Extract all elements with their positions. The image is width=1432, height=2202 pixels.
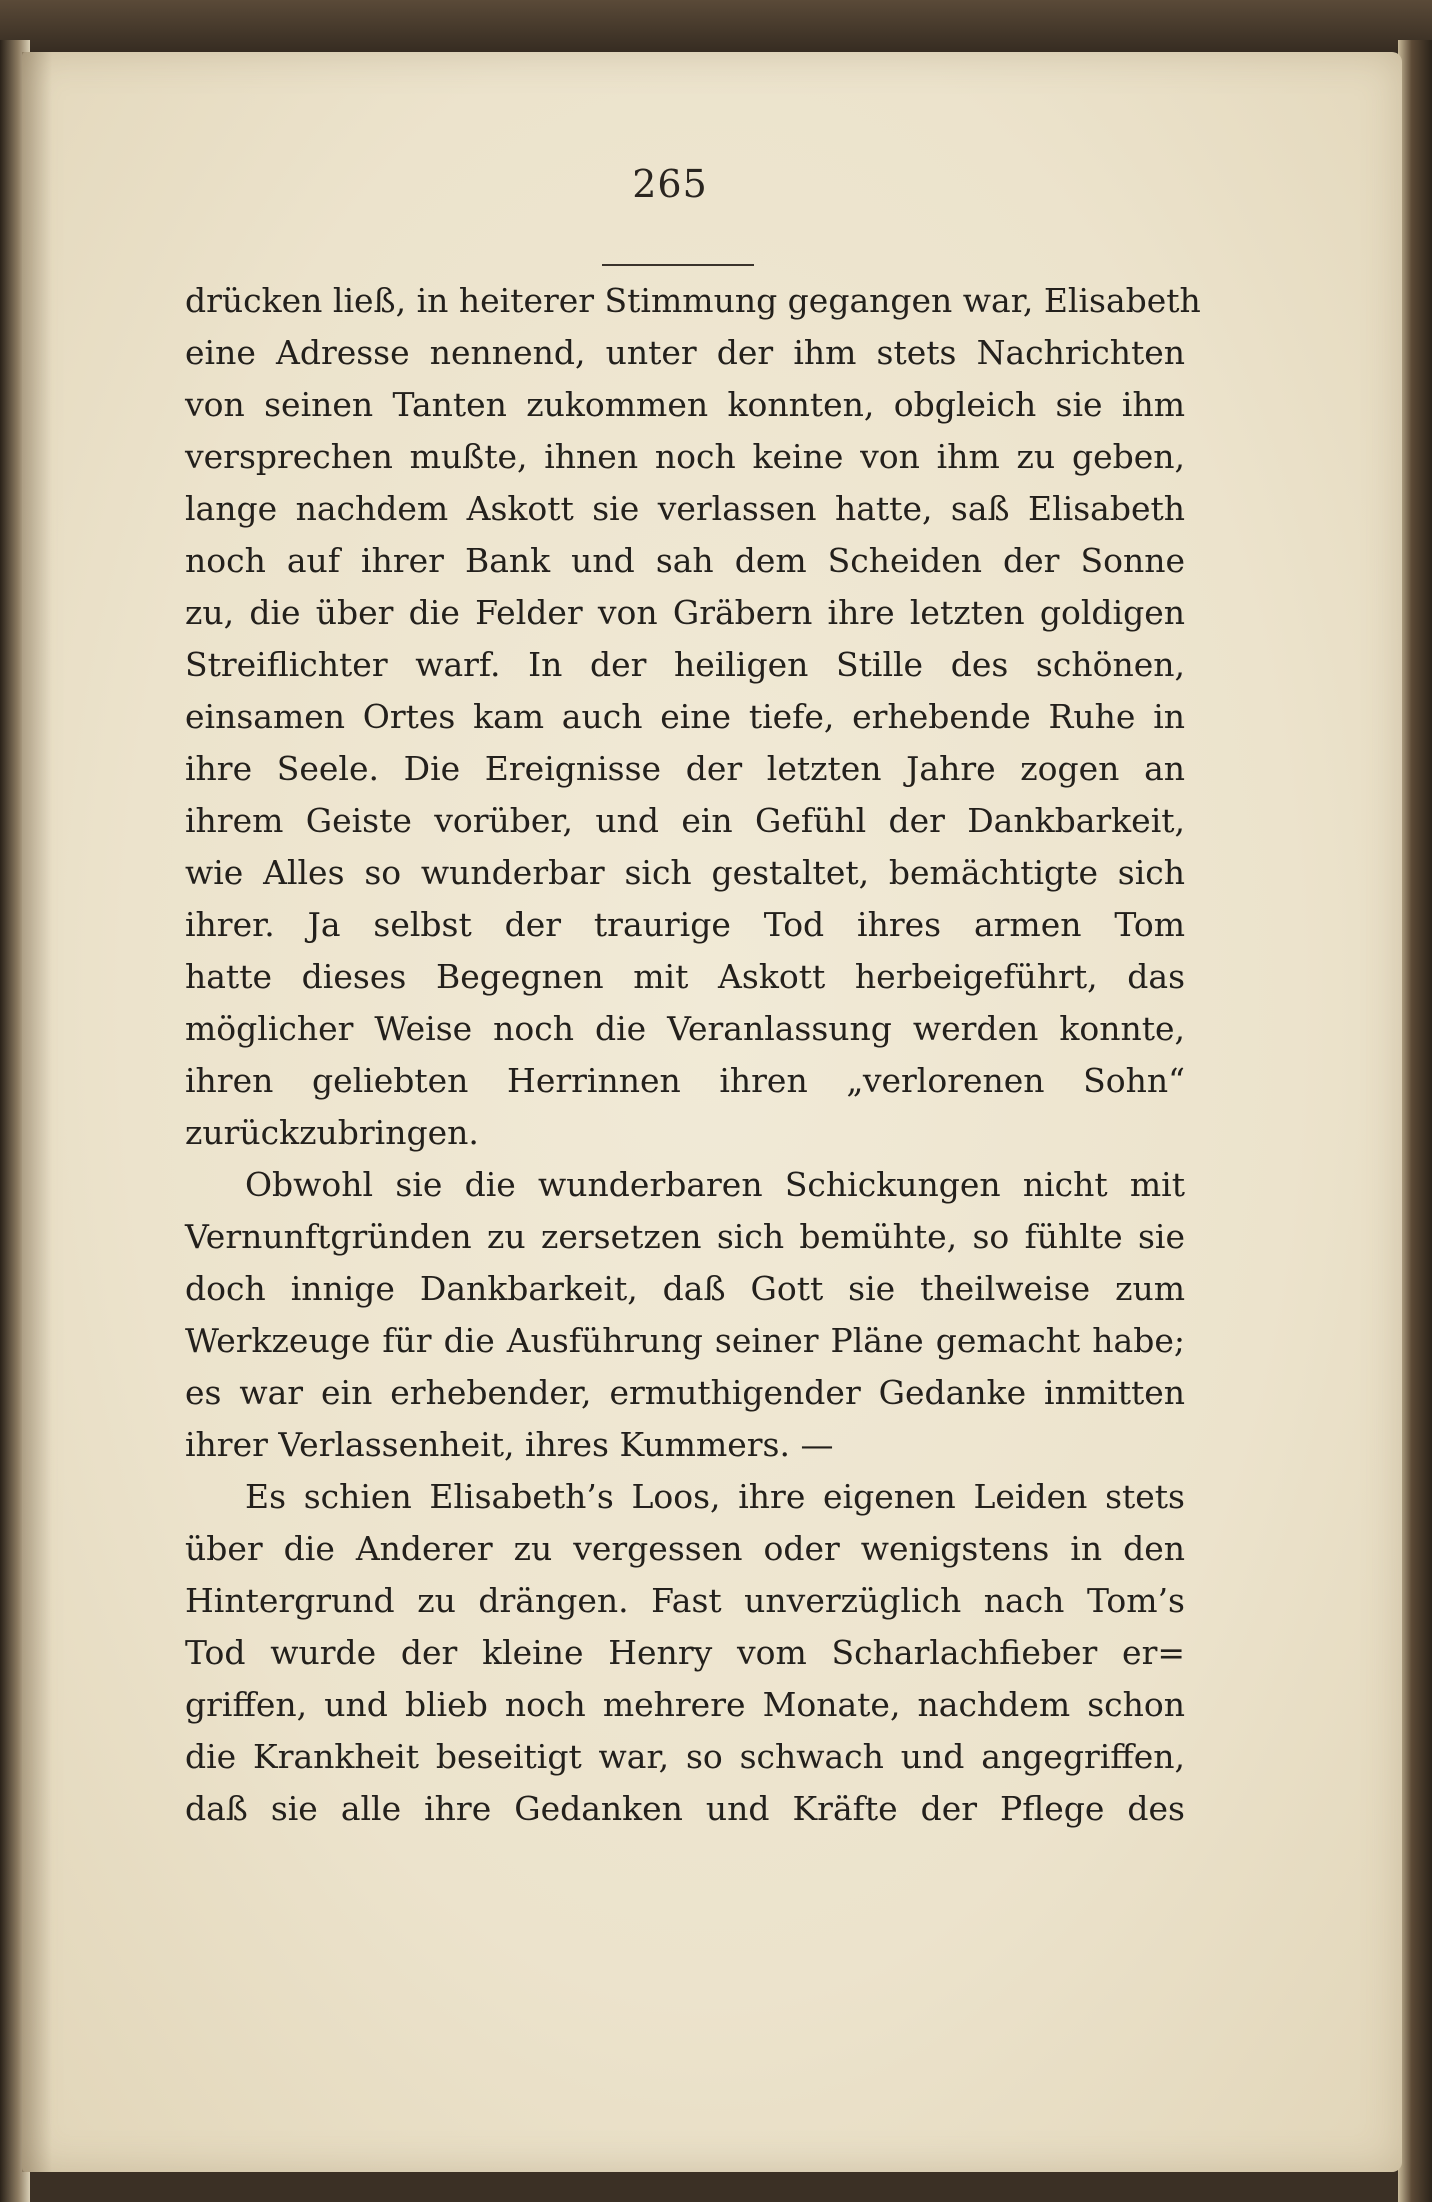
paragraph-start-line: Obwohl sie die wunderbaren Schickungen nicht mit	[245, 1165, 1185, 1204]
text-line: hatte dieses Begegnen mit Askott herbeigeführt, das	[185, 957, 1185, 996]
paragraph-start-line: Es schien Elisabeth’s Loos, ihre eigenen Leiden stets	[245, 1477, 1185, 1516]
text-line: von seinen Tanten zukommen konnten, obgleich sie ihm	[185, 385, 1185, 424]
text-line: möglicher Weise noch die Veranlassung werden konnte,	[185, 1009, 1185, 1048]
text-line: griffen, und blieb noch mehrere Monate, nachdem schon	[185, 1685, 1185, 1724]
page-number: 265	[632, 162, 708, 206]
text-line: wie Alles so wunderbar sich gestaltet, bemächtigte sich	[185, 853, 1185, 892]
text-line: Vernunftgründen zu zersetzen sich bemühte, so fühlte sie	[185, 1217, 1185, 1256]
text-line: Hintergrund zu drängen. Fast unverzüglich nach Tom’s	[185, 1581, 1185, 1620]
text-line: ihren geliebten Herrinnen ihren „verlorenen Sohn“	[185, 1061, 1185, 1100]
text-line: noch auf ihrer Bank und sah dem Scheiden der Sonne	[185, 541, 1185, 580]
book-edge-right	[1398, 40, 1432, 2202]
spine-shadow	[22, 52, 52, 2172]
text-line: ihrer. Ja selbst der traurige Tod ihres armen Tom	[185, 905, 1185, 944]
text-line: zu, die über die Felder von Gräbern ihre letzten goldigen	[185, 593, 1185, 632]
paragraph-end-line: ihrer Verlassenheit, ihres Kummers. —	[185, 1425, 834, 1464]
text-line: ihrem Geiste vorüber, und ein Gefühl der Dankbarkeit,	[185, 801, 1185, 840]
text-line: einsamen Ortes kam auch eine tiefe, erhebende Ruhe in	[185, 697, 1185, 736]
text-line: es war ein erhebender, ermuthigender Gedanke inmitten	[185, 1373, 1185, 1412]
text-line: drücken ließ, in heiterer Stimmung gegangen war, Elisabeth	[185, 281, 1201, 320]
page-number-rule	[602, 264, 754, 266]
text-line: Werkzeuge für die Ausführung seiner Pläne gemacht habe;	[185, 1321, 1185, 1360]
text-line: versprechen mußte, ihnen noch keine von ihm zu geben,	[185, 437, 1185, 476]
text-line: die Krankheit beseitigt war, so schwach und angegriffen,	[185, 1737, 1185, 1776]
text-line: eine Adresse nennend, unter der ihm stets Nachrichten	[185, 333, 1185, 372]
body-text	[185, 275, 1201, 1835]
text-line: Tod wurde der kleine Henry vom Scharlachfieber er=	[185, 1633, 1185, 1672]
text-line: doch innige Dankbarkeit, daß Gott sie theilweise zum	[185, 1269, 1185, 1308]
paragraph-end-line: zurückzubringen.	[185, 1113, 479, 1152]
text-line: Streiflichter warf. In der heiligen Stille des schönen,	[185, 645, 1185, 684]
text-line: ihre Seele. Die Ereignisse der letzten Jahre zogen an	[185, 749, 1185, 788]
text-line: lange nachdem Askott sie verlassen hatte, saß Elisabeth	[185, 489, 1185, 528]
text-line: über die Anderer zu vergessen oder wenigstens in den	[185, 1529, 1185, 1568]
text-line: daß sie alle ihre Gedanken und Kräfte der Pflege des	[185, 1789, 1185, 1828]
